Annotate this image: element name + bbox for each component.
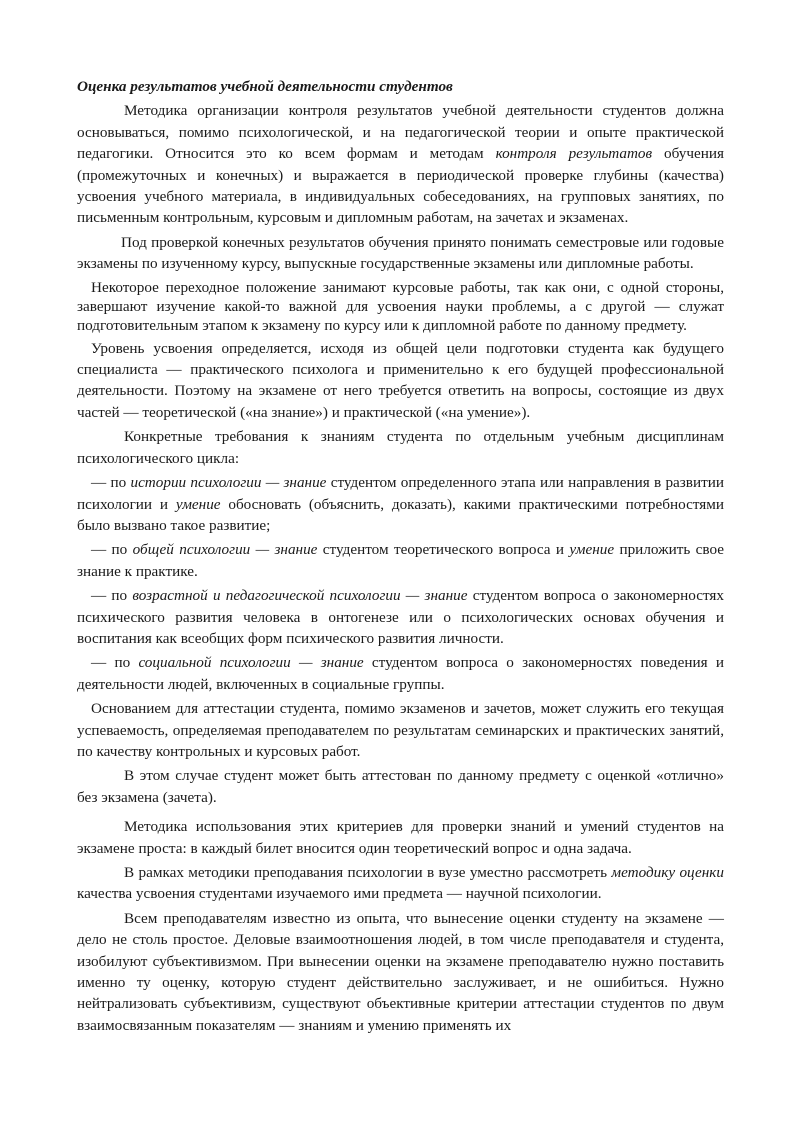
list-item-history: — по истории психологии — знание студентом определенного этапа или направления в развитии психологии и умение обосновать (объяснить, доказать), какими практическими потребностями было вызвано такое развитие; — [77, 474, 724, 534]
paragraph-2: Под проверкой конечных результатов обучения принято понимать семестровые или годовые экзамены по изученному курсу, выпускные государственные экзамены или дипломные работы. — [77, 233, 724, 273]
paragraph-9: В рамках методики преподавания психологии в вузе уместно рассмотреть методику оценки качества усвоения студентами изучаемого ими предмета — научной психологии. — [77, 864, 725, 903]
paragraph-8: Методика использования этих критериев для проверки знаний и умений студентов на экзамене проста: в каждый билет вносится один теоретический вопрос и одна задача. — [77, 818, 724, 857]
list-item-general: — по общей психологии — знание студентом теоретического вопроса и умение приложить свое знание к практике. — [77, 541, 724, 580]
emphasis: истории психологии — знание — [130, 474, 327, 492]
list-item-developmental: — по возрастной и педагогической психологии — знание студентом вопроса о закономерностях психического развития человека в онтогенезе или о психологических основах обучения и воспитания как всеобщих форм психического развития личности. — [77, 587, 724, 647]
document-page — [77, 76, 724, 1039]
paragraph-5: Конкретные требования к знаниям студента по отдельным учебным дисциплинам психологического цикла: — [77, 428, 724, 467]
emphasis: социальной психологии — знание — [138, 654, 364, 672]
emphasis: контроля результатов — [495, 145, 653, 163]
paragraph-7: В этом случае студент может быть аттестован по данному предмету с оценкой «отлично» без экзамена (зачета). — [77, 767, 724, 806]
list-item-social: — по социальной психологии — знание студентом вопроса о закономерностях поведения и деятельности людей, включенных в социальные группы. — [77, 654, 724, 693]
paragraph-1: Методика организации контроля результатов учебной деятельности студентов должна основываться, помимо психологической, и на педагогической теории и опыте практической педагогики. Относится это ко всем формам и методам контроля результатов обучения (промежуточных и конечных) и выражается в периодической проверке глубины (качества) усвоения учебного материала, в индивидуальных собеседованиях, на групповых занятиях, по письменным контрольным, курсовым и дипломным работам, на зачетах и экзаменах. — [77, 102, 724, 227]
emphasis: методику оценки — [611, 864, 725, 881]
emphasis: умение — [175, 495, 221, 513]
emphasis: возрастной и педагогической психологии — знание — [132, 587, 468, 605]
paragraph-6: Основанием для аттестации студента, помимо экзаменов и зачетов, может служить его текущая успеваемость, определяемая преподавателем по результатам семинарских и практических занятий, по качеству контрольных и курсовых работ. — [77, 700, 724, 760]
paragraph-4: Уровень усвоения определяется, исходя из общей цели подготовки студента как будущего специалиста — практического психолога и применительно к его будущей профессиональной деятельности. Поэтому на экзамене от него требуется ответить на вопросы, состоящие из двух частей — теоретической («на знание») и практической («на умение»). — [77, 339, 724, 421]
emphasis: общей психологии — знание — [132, 541, 318, 559]
paragraph-10: Всем преподавателям известно из опыта, что вынесение оценки студенту на экзамене — дело не столь простое. Деловые взаимоотношения людей, в том числе преподавателя и студента, изобилуют субъективизмом. При вынесении оценки на экзамене преподавателю нужно поставить именно ту оценку, которую студент действительно заслуживает, и не ошибиться. Нужно нейтрализовать субъективизм, существуют объективные критерии аттестации студентов по двум взаимосвязанным показателям — знаниям и умению применять их — [77, 909, 724, 1034]
section-title: Оценка результатов учебной деятельности студентов — [77, 78, 453, 95]
emphasis: умение — [569, 541, 615, 559]
paragraph-3: Некоторое переходное положение занимают курсовые работы, так как они, с одной стороны, завершают изучение какой-то важной для усвоения науки проблемы, а с другой — служат подготовительным этапом к экзамену по курсу или к дипломной работе по данному предмету. — [77, 278, 724, 334]
